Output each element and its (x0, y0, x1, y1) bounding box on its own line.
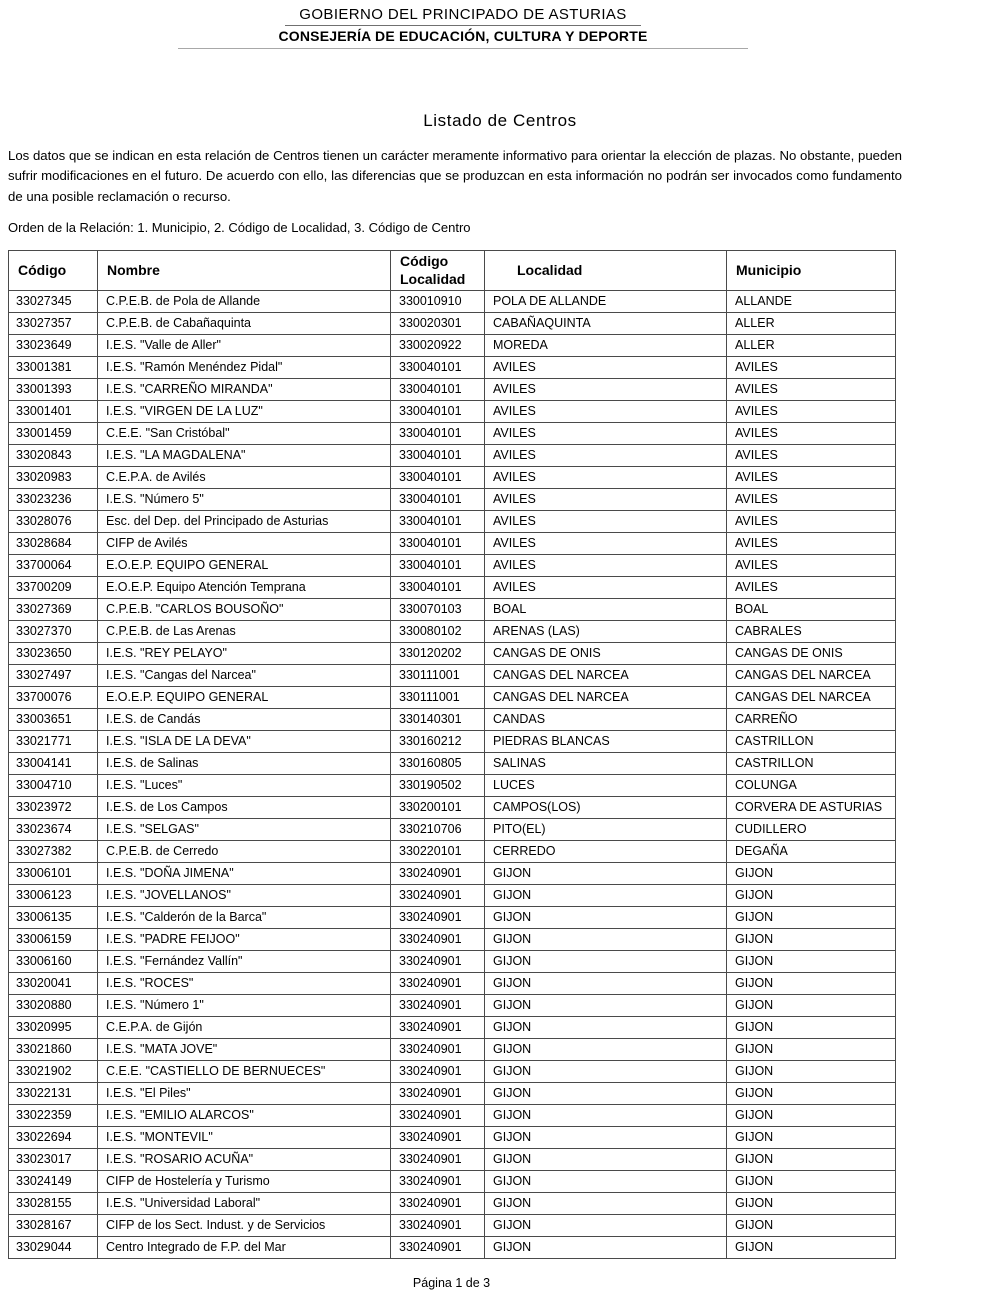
cell-codigo: 33001401 (9, 401, 98, 423)
cell-municipio: GIJON (727, 1105, 896, 1127)
cell-codigo: 33022694 (9, 1127, 98, 1149)
table-row (9, 907, 896, 929)
table-row (9, 1127, 896, 1149)
cell-codigo: 33023674 (9, 819, 98, 841)
table-row (9, 973, 896, 995)
cell-codigo: 33020880 (9, 995, 98, 1017)
cell-municipio: GIJON (727, 1171, 896, 1193)
cell-nombre: CIFP de Hostelería y Turismo (98, 1171, 391, 1193)
cell-municipio: GIJON (727, 863, 896, 885)
cell-localidad: AVILES (485, 401, 727, 423)
table-row (9, 929, 896, 951)
table-row (9, 401, 896, 423)
cell-codigo-localidad: 330240901 (391, 995, 485, 1017)
cell-nombre: Centro Integrado de F.P. del Mar (98, 1237, 391, 1259)
page-number: Página 1 de 3 (412, 1276, 491, 1291)
cell-municipio: GIJON (727, 1149, 896, 1171)
cell-localidad: GIJON (485, 1039, 727, 1061)
cell-nombre: I.E.S. "REY PELAYO" (98, 643, 391, 665)
cell-codigo-localidad: 330210706 (391, 819, 485, 841)
cell-nombre: I.E.S. "PADRE FEIJOO" (98, 929, 391, 951)
cell-codigo: 33003651 (9, 709, 98, 731)
table-row (9, 555, 896, 577)
cell-localidad: BOAL (485, 599, 727, 621)
table-row (9, 753, 896, 775)
cell-codigo-localidad: 330240901 (391, 863, 485, 885)
table-row (9, 1215, 896, 1237)
cell-localidad: GIJON (485, 1193, 727, 1215)
cell-municipio: BOAL (727, 599, 896, 621)
cell-codigo: 33027369 (9, 599, 98, 621)
cell-nombre: I.E.S. "DOÑA JIMENA" (98, 863, 391, 885)
government-title (178, 6, 748, 26)
table-row (9, 577, 896, 599)
cell-localidad: GIJON (485, 1017, 727, 1039)
cell-nombre: C.P.E.B. de Cerredo (98, 841, 391, 863)
table-row (9, 819, 896, 841)
cell-nombre: C.P.E.B. "CARLOS BOUSOÑO" (98, 599, 391, 621)
cell-municipio: GIJON (727, 1017, 896, 1039)
cell-nombre: I.E.S. "El Piles" (98, 1083, 391, 1105)
cell-municipio: COLUNGA (727, 775, 896, 797)
table-row (9, 511, 896, 533)
cell-codigo: 33001459 (9, 423, 98, 445)
cell-codigo-localidad: 330240901 (391, 1127, 485, 1149)
cell-codigo-localidad: 330240901 (391, 973, 485, 995)
cell-municipio: CANGAS DEL NARCEA (727, 665, 896, 687)
cell-codigo-localidad: 330040101 (391, 423, 485, 445)
cell-nombre: I.E.S. "JOVELLANOS" (98, 885, 391, 907)
cell-municipio: GIJON (727, 1193, 896, 1215)
cell-nombre: CIFP de Avilés (98, 533, 391, 555)
cell-codigo: 33023972 (9, 797, 98, 819)
cell-codigo-localidad: 330190502 (391, 775, 485, 797)
cell-municipio: GIJON (727, 929, 896, 951)
cell-codigo-localidad: 330240901 (391, 1193, 485, 1215)
intro-paragraph: Los datos que se indican en esta relación de Centros tienen un carácter meramente informativo para orientar la elección de plazas. No obstante, pueden sufrir modificaciones en el futuro. De acuerdo con ello, las diferencias que se produzcan en esta información no podrán ser invocados como fundamento de una posible reclamación o recurso. (8, 148, 902, 204)
cell-codigo: 33020843 (9, 445, 98, 467)
cell-codigo: 33006159 (9, 929, 98, 951)
cell-nombre: I.E.S. "SELGAS" (98, 819, 391, 841)
cell-codigo-localidad: 330240901 (391, 1237, 485, 1259)
government-title-text: GOBIERNO DEL PRINCIPADO DE ASTURIAS (285, 6, 640, 26)
cell-municipio: ALLER (727, 335, 896, 357)
cell-municipio: AVILES (727, 467, 896, 489)
table-row (9, 687, 896, 709)
cell-codigo: 33006160 (9, 951, 98, 973)
cell-nombre: I.E.S. "VIRGEN DE LA LUZ" (98, 401, 391, 423)
cell-nombre: C.E.E. "CASTIELLO DE BERNUECES" (98, 1061, 391, 1083)
cell-municipio: GIJON (727, 1127, 896, 1149)
table-row (9, 995, 896, 1017)
cell-municipio: AVILES (727, 357, 896, 379)
cell-codigo: 33001393 (9, 379, 98, 401)
cell-codigo-localidad: 330040101 (391, 555, 485, 577)
cell-localidad: AVILES (485, 379, 727, 401)
cell-municipio: AVILES (727, 379, 896, 401)
cell-codigo: 33006101 (9, 863, 98, 885)
cell-codigo: 33024149 (9, 1171, 98, 1193)
column-header-codigo: Código (9, 251, 98, 291)
cell-municipio: AVILES (727, 555, 896, 577)
cell-municipio: AVILES (727, 423, 896, 445)
cell-codigo-localidad: 330240901 (391, 1039, 485, 1061)
cell-nombre: I.E.S. "Valle de Aller" (98, 335, 391, 357)
table-row (9, 1193, 896, 1215)
cell-nombre: E.O.E.P. EQUIPO GENERAL (98, 687, 391, 709)
cell-codigo-localidad: 330020922 (391, 335, 485, 357)
cell-nombre: I.E.S. "ROCES" (98, 973, 391, 995)
cell-localidad: CANGAS DEL NARCEA (485, 687, 727, 709)
cell-codigo-localidad: 330240901 (391, 951, 485, 973)
cell-localidad: PITO(EL) (485, 819, 727, 841)
table-row (9, 291, 896, 313)
table-row (9, 951, 896, 973)
cell-codigo-localidad: 330240901 (391, 1149, 485, 1171)
cell-codigo-localidad: 330111001 (391, 687, 485, 709)
cell-municipio: CASTRILLON (727, 731, 896, 753)
table-row (9, 1171, 896, 1193)
table-row (9, 621, 896, 643)
cell-municipio: CORVERA DE ASTURIAS (727, 797, 896, 819)
column-header-municipio: Municipio (727, 251, 896, 291)
cell-codigo-localidad: 330240901 (391, 1171, 485, 1193)
cell-codigo: 33028167 (9, 1215, 98, 1237)
cell-codigo: 33028684 (9, 533, 98, 555)
cell-localidad: GIJON (485, 1237, 727, 1259)
cell-codigo: 33004710 (9, 775, 98, 797)
cell-localidad: MOREDA (485, 335, 727, 357)
cell-nombre: I.E.S. "Calderón de la Barca" (98, 907, 391, 929)
table-row (9, 841, 896, 863)
cell-localidad: CANGAS DEL NARCEA (485, 665, 727, 687)
cell-nombre: C.P.E.B. de Las Arenas (98, 621, 391, 643)
page-title: Listado de Centros (423, 111, 577, 130)
cell-codigo: 33023017 (9, 1149, 98, 1171)
table-row (9, 665, 896, 687)
cell-municipio: GIJON (727, 995, 896, 1017)
cell-municipio: GIJON (727, 885, 896, 907)
cell-codigo: 33027382 (9, 841, 98, 863)
cell-localidad: GIJON (485, 1083, 727, 1105)
cell-localidad: POLA DE ALLANDE (485, 291, 727, 313)
cell-localidad: AVILES (485, 489, 727, 511)
cell-codigo-localidad: 330010910 (391, 291, 485, 313)
cell-municipio: GIJON (727, 1039, 896, 1061)
cell-localidad: AVILES (485, 511, 727, 533)
cell-municipio: ALLER (727, 313, 896, 335)
cell-codigo-localidad: 330160212 (391, 731, 485, 753)
cell-codigo: 33021902 (9, 1061, 98, 1083)
cell-municipio: ALLANDE (727, 291, 896, 313)
cell-codigo-localidad: 330240901 (391, 1017, 485, 1039)
cell-localidad: GIJON (485, 973, 727, 995)
cell-municipio: CARREÑO (727, 709, 896, 731)
column-header-localidad: Localidad (485, 251, 727, 291)
cell-nombre: I.E.S. "EMILIO ALARCOS" (98, 1105, 391, 1127)
cell-nombre: I.E.S. "Universidad Laboral" (98, 1193, 391, 1215)
cell-codigo: 33023649 (9, 335, 98, 357)
cell-codigo: 33700076 (9, 687, 98, 709)
cell-municipio: CANGAS DE ONIS (727, 643, 896, 665)
cell-localidad: ARENAS (LAS) (485, 621, 727, 643)
cell-codigo: 33021860 (9, 1039, 98, 1061)
cell-localidad: AVILES (485, 533, 727, 555)
cell-nombre: I.E.S. "ISLA DE LA DEVA" (98, 731, 391, 753)
centros-table (8, 250, 896, 1259)
cell-codigo: 33006135 (9, 907, 98, 929)
cell-nombre: Esc. del Dep. del Principado de Asturias (98, 511, 391, 533)
cell-localidad: CANGAS DE ONIS (485, 643, 727, 665)
cell-codigo: 33700064 (9, 555, 98, 577)
cell-codigo-localidad: 330140301 (391, 709, 485, 731)
cell-codigo-localidad: 330040101 (391, 445, 485, 467)
cell-localidad: AVILES (485, 555, 727, 577)
cell-codigo: 33022131 (9, 1083, 98, 1105)
table-body (9, 291, 896, 1259)
cell-municipio: AVILES (727, 577, 896, 599)
cell-localidad: GIJON (485, 995, 727, 1017)
cell-nombre: I.E.S. "Número 1" (98, 995, 391, 1017)
cell-codigo: 33022359 (9, 1105, 98, 1127)
cell-codigo: 33027497 (9, 665, 98, 687)
cell-codigo-localidad: 330200101 (391, 797, 485, 819)
cell-localidad: AVILES (485, 577, 727, 599)
cell-codigo: 33027345 (9, 291, 98, 313)
cell-localidad: GIJON (485, 907, 727, 929)
cell-localidad: GIJON (485, 1215, 727, 1237)
cell-codigo-localidad: 330240901 (391, 907, 485, 929)
cell-nombre: I.E.S. "CARREÑO MIRANDA" (98, 379, 391, 401)
cell-nombre: I.E.S. "Fernández Vallín" (98, 951, 391, 973)
cell-localidad: GIJON (485, 951, 727, 973)
cell-codigo-localidad: 330040101 (391, 533, 485, 555)
cell-localidad: GIJON (485, 1149, 727, 1171)
table-row (9, 467, 896, 489)
cell-codigo-localidad: 330240901 (391, 1083, 485, 1105)
cell-codigo-localidad: 330240901 (391, 1061, 485, 1083)
cell-nombre: C.P.E.B. de Pola de Allande (98, 291, 391, 313)
cell-codigo: 33001381 (9, 357, 98, 379)
cell-codigo: 33023236 (9, 489, 98, 511)
cell-municipio: GIJON (727, 1237, 896, 1259)
cell-municipio: GIJON (727, 907, 896, 929)
table-row (9, 1083, 896, 1105)
table-header-row (9, 251, 896, 291)
table-row (9, 423, 896, 445)
cell-codigo-localidad: 330070103 (391, 599, 485, 621)
cell-codigo: 33020041 (9, 973, 98, 995)
cell-nombre: E.O.E.P. Equipo Atención Temprana (98, 577, 391, 599)
cell-localidad: LUCES (485, 775, 727, 797)
table-row (9, 797, 896, 819)
government-header (178, 6, 748, 49)
cell-codigo-localidad: 330020301 (391, 313, 485, 335)
cell-localidad: PIEDRAS BLANCAS (485, 731, 727, 753)
cell-localidad: GIJON (485, 885, 727, 907)
cell-codigo: 33004141 (9, 753, 98, 775)
column-header-nombre: Nombre (98, 251, 391, 291)
table-row (9, 445, 896, 467)
cell-localidad: AVILES (485, 445, 727, 467)
table-row (9, 599, 896, 621)
cell-codigo-localidad: 330160805 (391, 753, 485, 775)
cell-nombre: C.E.P.A. de Gijón (98, 1017, 391, 1039)
cell-nombre: I.E.S. "LA MAGDALENA" (98, 445, 391, 467)
cell-codigo: 33700209 (9, 577, 98, 599)
cell-nombre: CIFP de los Sect. Indust. y de Servicios (98, 1215, 391, 1237)
table-row (9, 335, 896, 357)
cell-localidad: GIJON (485, 1061, 727, 1083)
cell-codigo: 33028076 (9, 511, 98, 533)
cell-localidad: CANDAS (485, 709, 727, 731)
cell-nombre: I.E.S. "ROSARIO ACUÑA" (98, 1149, 391, 1171)
cell-municipio: GIJON (727, 973, 896, 995)
cell-codigo: 33020983 (9, 467, 98, 489)
cell-municipio: CABRALES (727, 621, 896, 643)
cell-nombre: I.E.S. "MATA JOVE" (98, 1039, 391, 1061)
table-row (9, 731, 896, 753)
cell-localidad: AVILES (485, 357, 727, 379)
order-note: Orden de la Relación: 1. Municipio, 2. Código de Localidad, 3. Código de Centro (8, 220, 471, 236)
table-row (9, 1149, 896, 1171)
cell-codigo: 33029044 (9, 1237, 98, 1259)
cell-municipio: CANGAS DEL NARCEA (727, 687, 896, 709)
cell-codigo: 33023650 (9, 643, 98, 665)
table-row (9, 313, 896, 335)
cell-codigo: 33027357 (9, 313, 98, 335)
cell-localidad: SALINAS (485, 753, 727, 775)
table-row (9, 1237, 896, 1259)
cell-codigo: 33020995 (9, 1017, 98, 1039)
cell-codigo: 33021771 (9, 731, 98, 753)
cell-nombre: I.E.S. "Cangas del Narcea" (98, 665, 391, 687)
cell-nombre: I.E.S. de Los Campos (98, 797, 391, 819)
cell-codigo-localidad: 330040101 (391, 577, 485, 599)
cell-municipio: GIJON (727, 1061, 896, 1083)
cell-localidad: GIJON (485, 1171, 727, 1193)
cell-municipio: GIJON (727, 951, 896, 973)
cell-codigo-localidad: 330240901 (391, 1215, 485, 1237)
cell-nombre: I.E.S. "MONTEVIL" (98, 1127, 391, 1149)
table-row (9, 775, 896, 797)
table-row (9, 1017, 896, 1039)
cell-nombre: C.E.E. "San Cristóbal" (98, 423, 391, 445)
cell-nombre: C.E.P.A. de Avilés (98, 467, 391, 489)
cell-municipio: GIJON (727, 1215, 896, 1237)
cell-localidad: CAMPOS(LOS) (485, 797, 727, 819)
cell-codigo-localidad: 330220101 (391, 841, 485, 863)
table-row (9, 885, 896, 907)
cell-localidad: GIJON (485, 1105, 727, 1127)
table-row (9, 379, 896, 401)
cell-codigo-localidad: 330040101 (391, 357, 485, 379)
department-title: CONSEJERÍA DE EDUCACIÓN, CULTURA Y DEPORTE (278, 28, 648, 44)
cell-municipio: AVILES (727, 511, 896, 533)
cell-localidad: CERREDO (485, 841, 727, 863)
table-row (9, 1105, 896, 1127)
cell-codigo-localidad: 330111001 (391, 665, 485, 687)
cell-municipio: CASTRILLON (727, 753, 896, 775)
cell-localidad: AVILES (485, 467, 727, 489)
table-row (9, 533, 896, 555)
table-row (9, 643, 896, 665)
cell-codigo-localidad: 330240901 (391, 885, 485, 907)
cell-municipio: AVILES (727, 445, 896, 467)
cell-codigo-localidad: 330240901 (391, 929, 485, 951)
table-row (9, 709, 896, 731)
cell-nombre: I.E.S. de Salinas (98, 753, 391, 775)
cell-municipio: CUDILLERO (727, 819, 896, 841)
cell-nombre: C.P.E.B. de Cabañaquinta (98, 313, 391, 335)
cell-codigo-localidad: 330240901 (391, 1105, 485, 1127)
cell-codigo-localidad: 330040101 (391, 467, 485, 489)
table-row (9, 1061, 896, 1083)
cell-nombre: I.E.S. "Luces" (98, 775, 391, 797)
cell-municipio: AVILES (727, 533, 896, 555)
cell-nombre: E.O.E.P. EQUIPO GENERAL (98, 555, 391, 577)
cell-codigo-localidad: 330040101 (391, 489, 485, 511)
table-row (9, 1039, 896, 1061)
cell-localidad: GIJON (485, 1127, 727, 1149)
cell-municipio: AVILES (727, 489, 896, 511)
cell-municipio: GIJON (727, 1083, 896, 1105)
cell-codigo-localidad: 330040101 (391, 401, 485, 423)
cell-nombre: I.E.S. de Candás (98, 709, 391, 731)
cell-municipio: DEGAÑA (727, 841, 896, 863)
cell-codigo-localidad: 330120202 (391, 643, 485, 665)
column-header-codigo-localidad: Código Localidad (391, 251, 485, 291)
cell-codigo: 33028155 (9, 1193, 98, 1215)
cell-codigo: 33027370 (9, 621, 98, 643)
cell-localidad: GIJON (485, 929, 727, 951)
cell-codigo-localidad: 330040101 (391, 379, 485, 401)
cell-municipio: AVILES (727, 401, 896, 423)
table-row (9, 863, 896, 885)
table-row (9, 489, 896, 511)
cell-nombre: I.E.S. "Número 5" (98, 489, 391, 511)
cell-codigo-localidad: 330040101 (391, 511, 485, 533)
cell-codigo-localidad: 330080102 (391, 621, 485, 643)
cell-localidad: GIJON (485, 863, 727, 885)
cell-nombre: I.E.S. "Ramón Menéndez Pidal" (98, 357, 391, 379)
table-row (9, 357, 896, 379)
header-divider (178, 48, 748, 49)
cell-localidad: CABAÑAQUINTA (485, 313, 727, 335)
cell-codigo: 33006123 (9, 885, 98, 907)
cell-localidad: AVILES (485, 423, 727, 445)
